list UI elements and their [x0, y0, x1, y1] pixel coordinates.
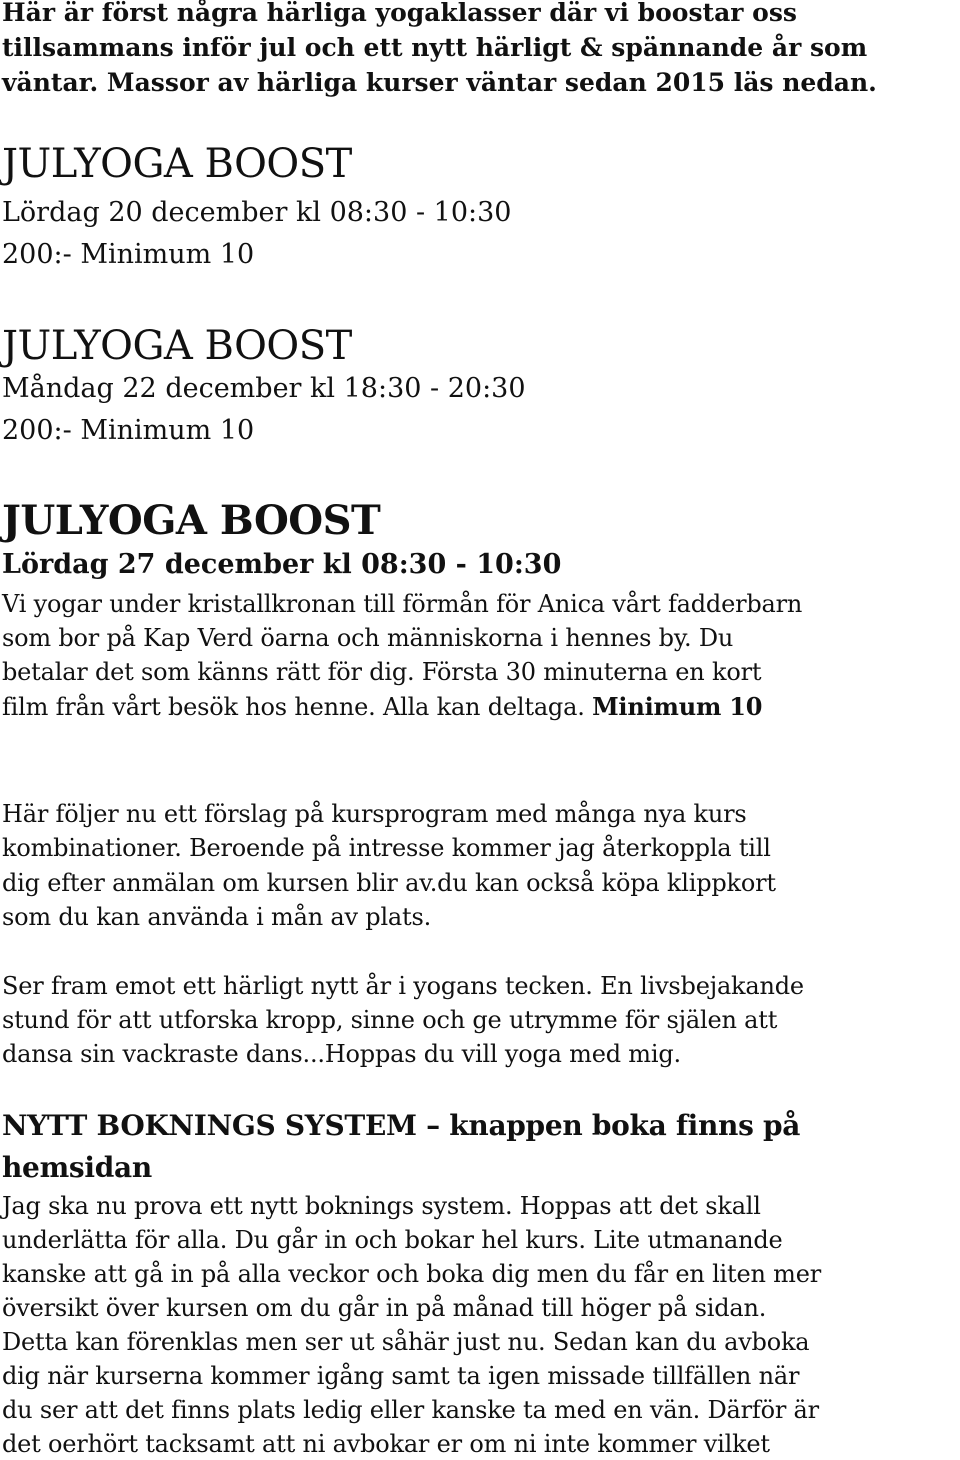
intro-line-1: Här är först några härliga yogaklasser där vi boostar oss	[2, 0, 798, 27]
event-3-minimum: Minimum 10	[592, 692, 763, 721]
event-2-date: Måndag 22 december kl 18:30 - 20:30	[2, 373, 526, 404]
event-3-date: Lördag 27 december kl 08:30 - 10:30	[2, 549, 562, 580]
event-3-description-text: film från vårt besök hos henne. Alla kan deltaga.	[2, 693, 593, 721]
event-3-title: JULYOGA BOOST	[2, 497, 381, 544]
booking-heading-line-1: NYTT BOKNINGS SYSTEM – knappen boka finns på	[2, 1109, 801, 1142]
newyear-line-1: Ser fram emot ett härligt nytt år i yogans tecken. En livsbejakande	[2, 972, 804, 1000]
program-line-3: dig efter anmälan om kursen blir av.du kan också köpa klippkort	[2, 869, 776, 897]
event-1-title: JULYOGA BOOST	[2, 141, 352, 187]
event-3-description-line-2: som bor på Kap Verd öarna och människorna i hennes by. Du	[2, 624, 734, 652]
booking-body-line-7: du ser att det finns plats ledig eller kanske ta med en vän. Därför är	[2, 1396, 819, 1424]
program-line-4: som du kan använda i mån av plats.	[2, 903, 432, 931]
booking-body-line-2: underlätta för alla. Du går in och bokar hel kurs. Lite utmanande	[2, 1226, 783, 1254]
intro-line-2: tillsammans inför jul och ett nytt härligt & spännande år som	[2, 33, 868, 62]
booking-body-line-5: Detta kan förenklas men ser ut såhär just nu. Sedan kan du avboka	[2, 1328, 810, 1356]
newyear-line-2: stund för att utforska kropp, sinne och ge utrymme för själen att	[2, 1006, 778, 1034]
event-3-description-line-1: Vi yogar under kristallkronan till förmån för Anica vårt fadderbarn	[2, 590, 803, 618]
event-1-date: Lördag 20 december kl 08:30 - 10:30	[2, 197, 512, 228]
program-line-1: Här följer nu ett förslag på kursprogram med många nya kurs	[2, 800, 747, 828]
program-line-2: kombinationer. Beroende på intresse kommer jag återkoppla till	[2, 834, 771, 862]
booking-body-line-6: dig när kurserna kommer igång samt ta igen missade tillfällen när	[2, 1362, 800, 1390]
event-1-price: 200:- Minimum 10	[2, 239, 255, 270]
booking-body-line-1: Jag ska nu prova ett nytt boknings system. Hoppas att det skall	[2, 1192, 761, 1220]
event-2-title: JULYOGA BOOST	[2, 323, 352, 369]
event-3-description-line-3: betalar det som känns rätt för dig. Första 30 minuterna en kort	[2, 658, 762, 686]
newyear-line-3: dansa sin vackraste dans...Hoppas du vill yoga med mig.	[2, 1040, 681, 1068]
booking-body-line-4: översikt över kursen om du går in på månad till höger på sidan.	[2, 1294, 767, 1322]
event-2-price: 200:- Minimum 10	[2, 415, 255, 446]
booking-body-line-3: kanske att gå in på alla veckor och boka dig men du får en liten mer	[2, 1260, 821, 1288]
booking-heading-line-2: hemsidan	[2, 1151, 152, 1184]
intro-line-3: väntar. Massor av härliga kurser väntar sedan 2015 läs nedan.	[2, 68, 877, 97]
booking-body-line-8: det oerhört tacksamt att ni avbokar er om ni inte kommer vilket	[2, 1430, 770, 1458]
event-3-description-line-4	[2, 692, 762, 721]
